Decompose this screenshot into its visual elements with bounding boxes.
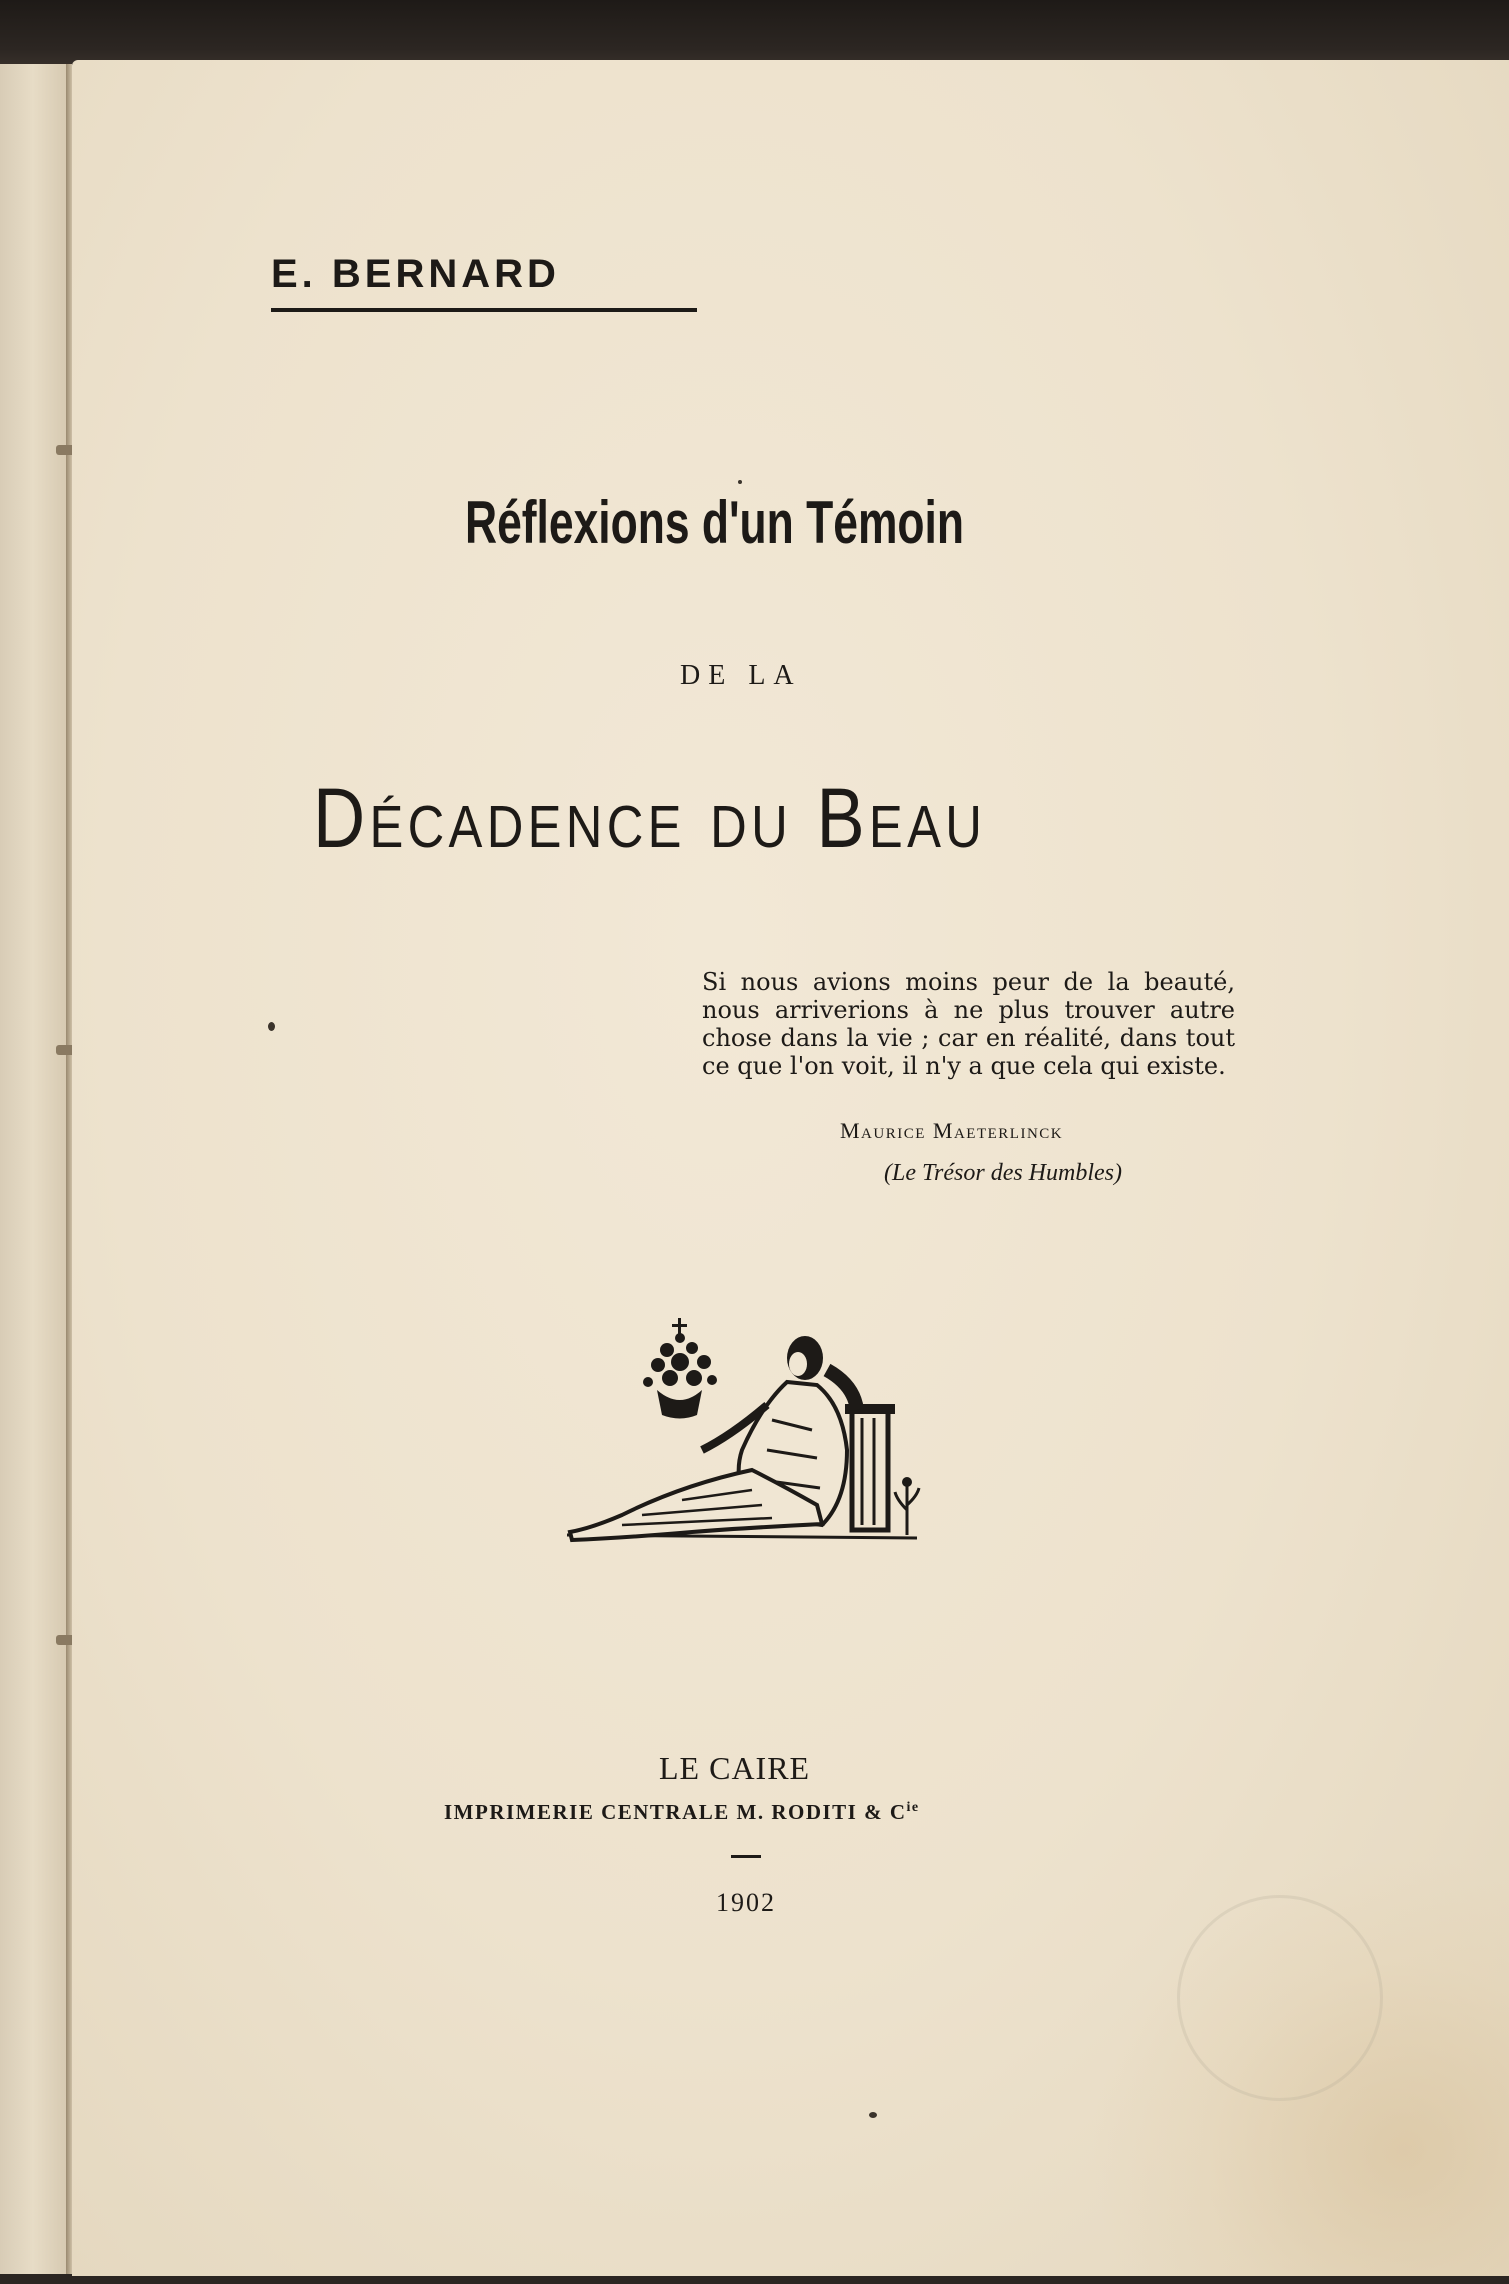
ink-speck	[268, 1022, 275, 1031]
publication-year: 1902	[716, 1888, 776, 1917]
printer-name	[444, 1800, 920, 1825]
previous-page-edge	[0, 64, 68, 2274]
title-connector: DE LA	[680, 660, 802, 691]
epigraph-author: Maurice Maeterlinck	[840, 1118, 1064, 1143]
reclining-woman-illustration-icon	[562, 1310, 924, 1550]
epigraph-quote: Si nous avions moins peur de la beauté, nous arriverions à ne plus trouver autre chose dans la vie ; car en réalité, dans tout ce que l'on voit, il n'y a que cela qui existe.	[702, 968, 1235, 1080]
subtitle: Réflexions d'un Témoin	[465, 489, 965, 556]
epigraph-work: (Le Trésor des Humbles)	[884, 1160, 1122, 1186]
ink-speck	[738, 480, 742, 484]
printer-superscript: ie	[906, 1800, 920, 1815]
author-underline	[271, 308, 697, 312]
title-page	[72, 60, 1509, 2276]
ink-speck	[869, 2112, 877, 2118]
year-divider	[731, 1855, 761, 1858]
faded-library-stamp	[1177, 1895, 1383, 2101]
printer-label: IMPRIMERIE CENTRALE M. RODITI & C	[444, 1800, 907, 1824]
main-title: Décadence du Beau	[313, 771, 987, 865]
publication-city: LE CAIRE	[659, 1750, 811, 1786]
author-name: E. BERNARD	[271, 252, 560, 296]
